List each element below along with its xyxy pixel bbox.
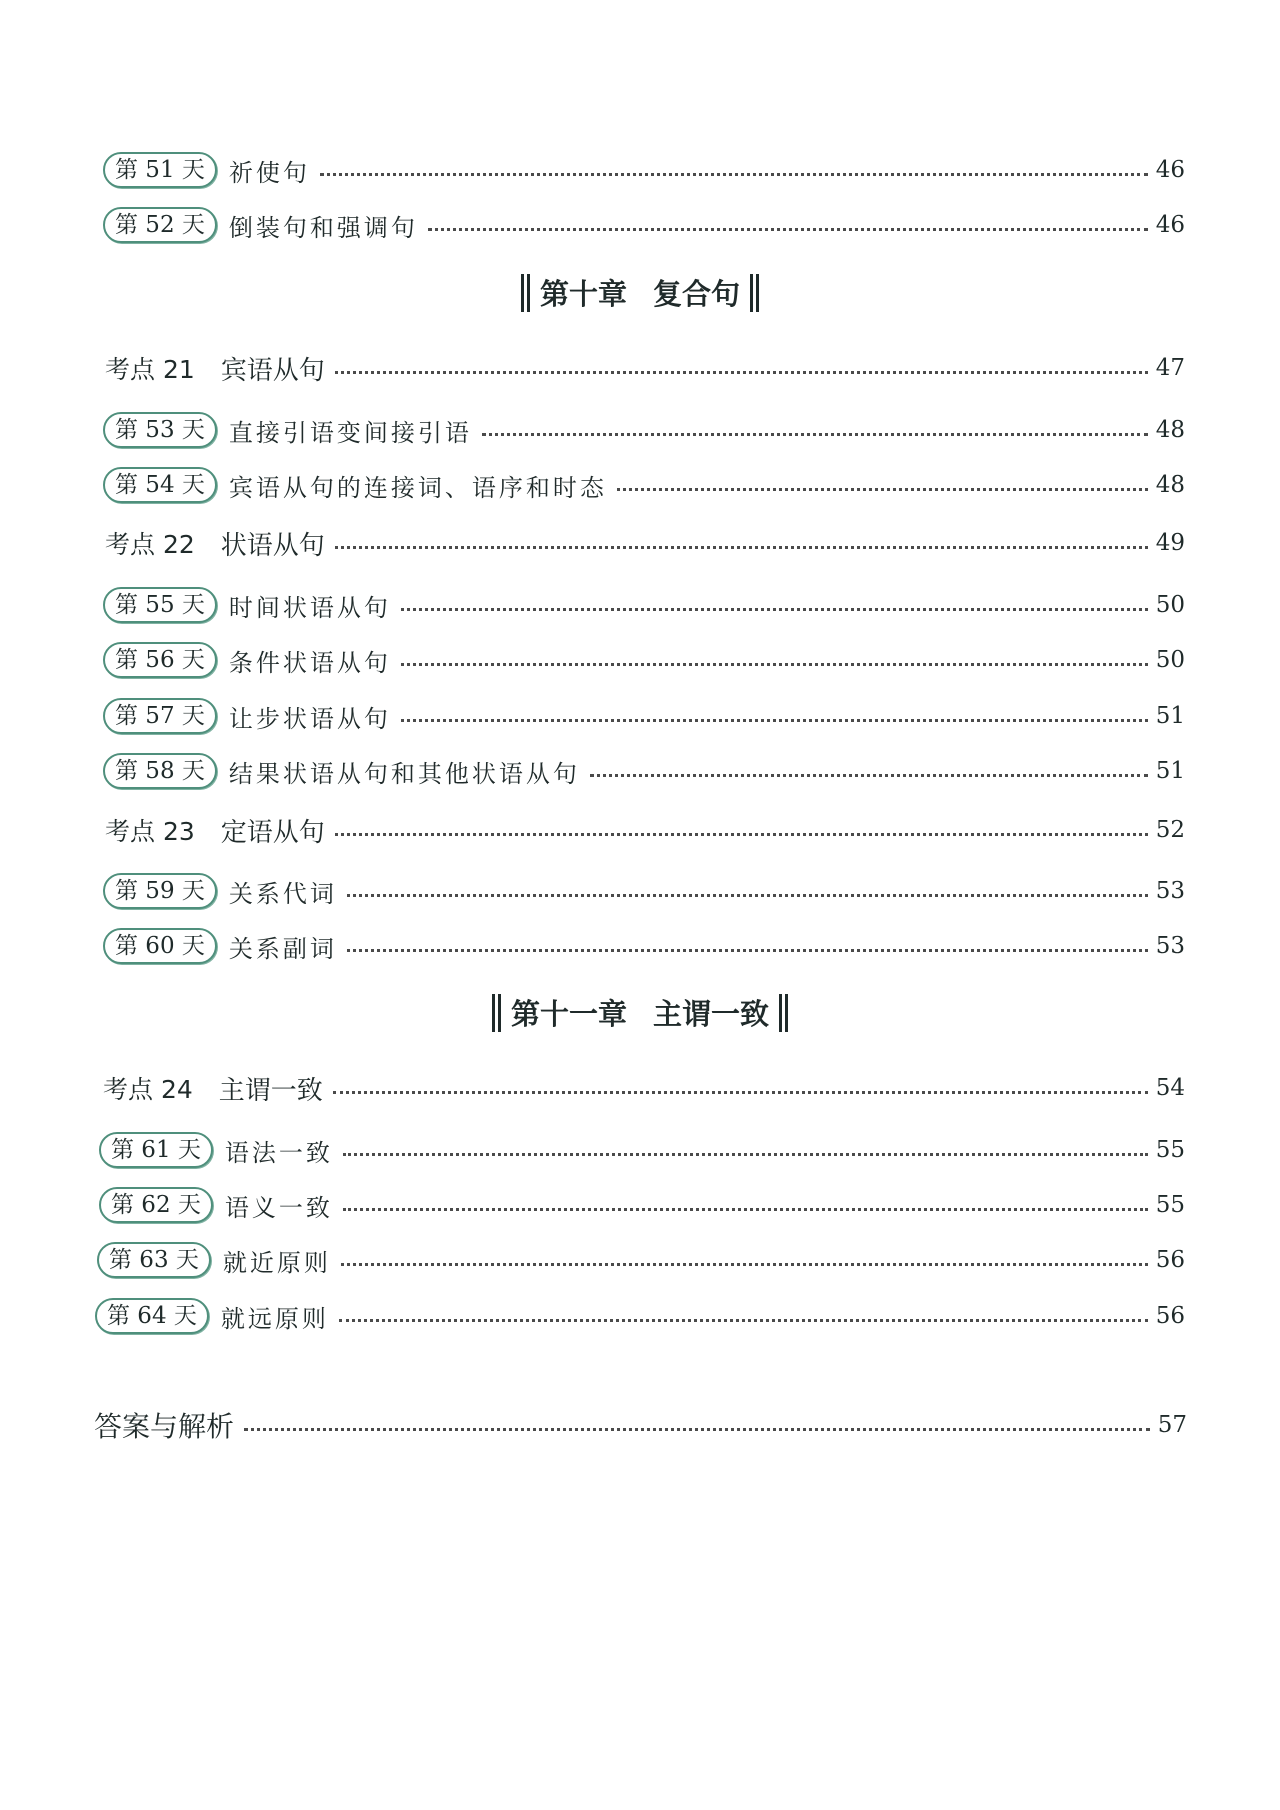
entry-title: 宾语从句 (220, 355, 325, 386)
entry-title: 语法一致 (224, 1138, 333, 1167)
page-number: 46 (1155, 212, 1185, 238)
dot-leader (335, 833, 1148, 836)
dot-leader (401, 663, 1148, 666)
chapter-heading-10 (0, 272, 1280, 315)
page-number: 56 (1155, 1303, 1185, 1329)
toc-entry-answers[interactable] (94, 1405, 1187, 1445)
entry-title: 语义一致 (224, 1193, 333, 1222)
day-badge: 第 58 天 (103, 753, 217, 789)
toc-entry-kaodian-22[interactable] (105, 523, 1185, 563)
page-number: 47 (1155, 355, 1185, 381)
page-number: 51 (1155, 703, 1185, 729)
toc-entry-day-52[interactable] (103, 205, 1185, 245)
toc-entry-day-58[interactable] (103, 751, 1185, 791)
page-number: 51 (1155, 758, 1185, 784)
toc-entry-day-63[interactable] (97, 1240, 1185, 1280)
dot-leader (333, 1091, 1148, 1094)
chapter-name: 主谓一致 (653, 997, 770, 1031)
toc-entry-day-64[interactable] (95, 1296, 1185, 1336)
entry-title: 结果状语从句和其他状语从句 (228, 759, 580, 788)
toc-entry-day-55[interactable] (103, 585, 1185, 625)
entry-title: 就远原则 (220, 1304, 329, 1333)
toc-entry-day-53[interactable] (103, 410, 1185, 450)
page-number: 53 (1155, 878, 1185, 904)
kaodian-label: 考点 23 (105, 817, 195, 846)
kaodian-label: 考点 22 (105, 530, 195, 559)
toc-entry-day-61[interactable] (99, 1130, 1185, 1170)
day-badge: 第 52 天 (103, 207, 217, 243)
day-badge: 第 51 天 (103, 152, 217, 188)
day-badge: 第 64 天 (95, 1298, 209, 1334)
page-number: 52 (1155, 817, 1185, 843)
page-number: 55 (1155, 1137, 1185, 1163)
entry-title: 就近原则 (222, 1248, 331, 1277)
page-number: 56 (1155, 1247, 1185, 1273)
page-number: 54 (1155, 1075, 1185, 1101)
dot-leader (341, 1263, 1148, 1266)
dot-leader (617, 488, 1148, 491)
page-number: 48 (1155, 472, 1185, 498)
dot-leader (347, 949, 1148, 952)
entry-title: 主谓一致 (218, 1075, 323, 1106)
page-number: 50 (1155, 592, 1185, 618)
day-badge: 第 61 天 (99, 1132, 213, 1168)
dot-leader (347, 894, 1148, 897)
page-number: 53 (1155, 933, 1185, 959)
toc-entry-kaodian-21[interactable] (105, 348, 1185, 388)
toc-entry-day-57[interactable] (103, 696, 1185, 736)
toc-entry-day-54[interactable] (103, 465, 1185, 505)
toc-entry-day-60[interactable] (103, 926, 1185, 966)
page-number: 55 (1155, 1192, 1185, 1218)
entry-title: 宾语从句的连接词、语序和时态 (228, 473, 607, 502)
dot-leader (482, 433, 1148, 436)
dot-leader (335, 546, 1148, 549)
page-number: 46 (1155, 157, 1185, 183)
kaodian-label: 考点 21 (105, 355, 195, 384)
toc-entry-kaodian-24[interactable] (103, 1068, 1185, 1108)
toc-entry-day-59[interactable] (103, 871, 1185, 911)
page-number: 49 (1155, 530, 1185, 556)
chapter-name: 复合句 (653, 277, 741, 311)
toc-entry-day-51[interactable] (103, 150, 1185, 190)
entry-title: 让步状语从句 (228, 704, 391, 733)
chapter-number: 第十章 (539, 277, 627, 311)
day-badge: 第 54 天 (103, 467, 217, 503)
day-badge: 第 60 天 (103, 928, 217, 964)
entry-title: 定语从句 (220, 817, 325, 848)
dot-leader (428, 228, 1148, 231)
heading-bar-left (492, 994, 501, 1032)
dot-leader (339, 1319, 1148, 1322)
dot-leader (401, 719, 1148, 722)
heading-bar-right (750, 274, 759, 312)
chapter-number: 第十一章 (510, 997, 627, 1031)
entry-title: 条件状语从句 (228, 648, 391, 677)
dot-leader (320, 173, 1148, 176)
day-badge: 第 57 天 (103, 698, 217, 734)
day-badge: 第 55 天 (103, 587, 217, 623)
dot-leader (335, 371, 1148, 374)
entry-title: 祈使句 (228, 158, 310, 187)
entry-title: 时间状语从句 (228, 593, 391, 622)
entry-title: 直接引语变间接引语 (228, 418, 472, 447)
answers-title: 答案与解析 (94, 1410, 235, 1443)
entry-title: 状语从句 (220, 530, 325, 561)
dot-leader (401, 608, 1148, 611)
toc-entry-kaodian-23[interactable] (105, 810, 1185, 850)
dot-leader (590, 774, 1148, 777)
page-number: 48 (1155, 417, 1185, 443)
entry-title: 关系代词 (228, 879, 337, 908)
entry-title: 关系副词 (228, 934, 337, 963)
entry-title: 倒装句和强调句 (228, 213, 418, 242)
toc-entry-day-56[interactable] (103, 640, 1185, 680)
heading-bar-right (779, 994, 788, 1032)
day-badge: 第 59 天 (103, 873, 217, 909)
day-badge: 第 53 天 (103, 412, 217, 448)
dot-leader (244, 1428, 1150, 1431)
day-badge: 第 62 天 (99, 1187, 213, 1223)
toc-entry-day-62[interactable] (99, 1185, 1185, 1225)
page-number: 57 (1157, 1412, 1187, 1438)
chapter-heading-11 (0, 992, 1280, 1035)
day-badge: 第 56 天 (103, 642, 217, 678)
page-number: 50 (1155, 647, 1185, 673)
heading-bar-left (521, 274, 530, 312)
dot-leader (343, 1153, 1148, 1156)
kaodian-label: 考点 24 (103, 1075, 193, 1104)
dot-leader (343, 1208, 1148, 1211)
day-badge: 第 63 天 (97, 1242, 211, 1278)
